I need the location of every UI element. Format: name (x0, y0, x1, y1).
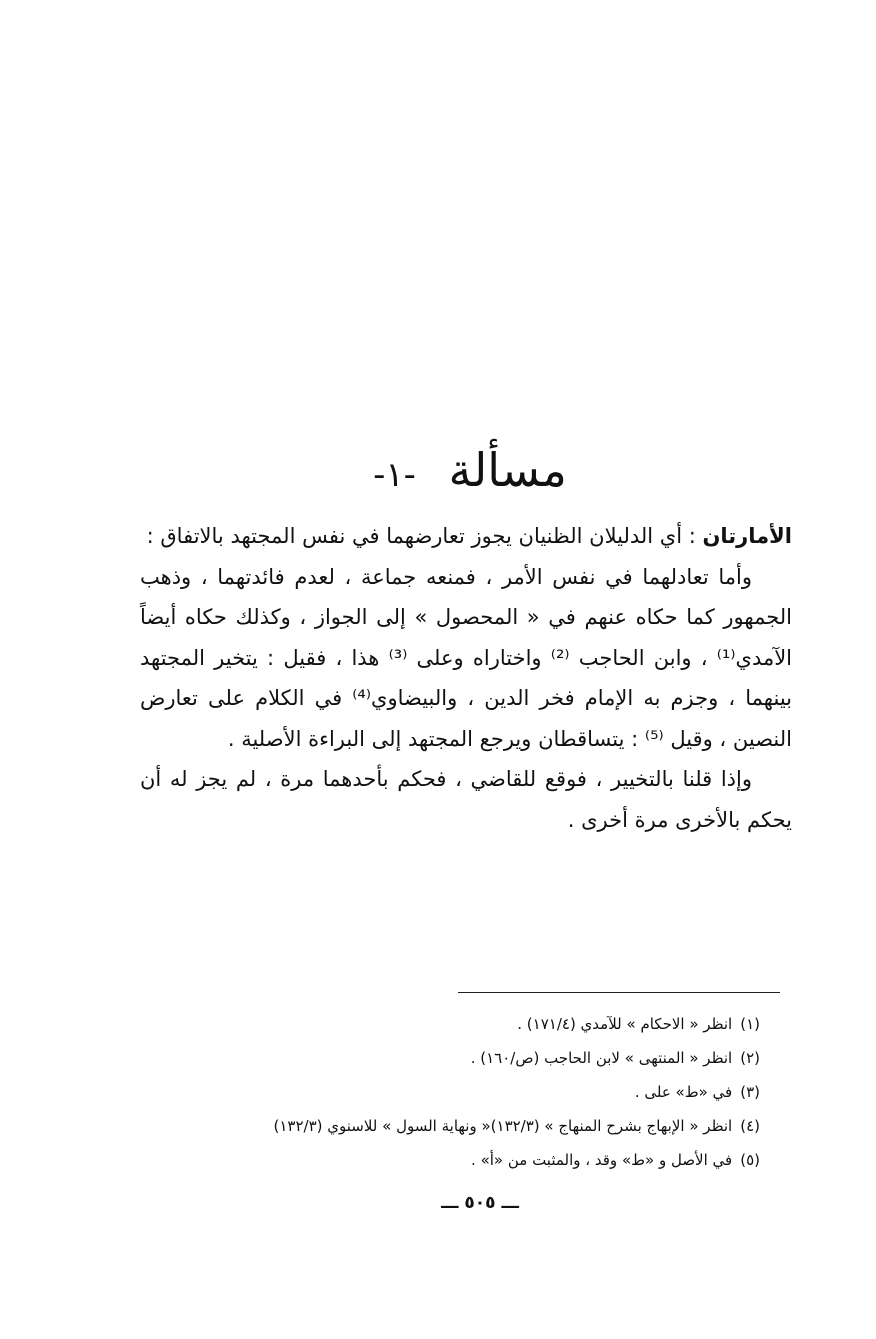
footnote-text: انظر « الاحكام » للآمدي (١٧١/٤) . (517, 1015, 733, 1033)
footnote-2 (140, 1041, 760, 1075)
footnote-text: انظر « الإبهاج بشرح المنهاج » (١٣٢/٣)« ونهاية السول » للاسنوي (١٣٢/٣) (273, 1117, 733, 1135)
heading-number: -١- (373, 455, 416, 495)
heading-title: مسألة (448, 443, 567, 497)
page-number: ـــ ٥٠٥ ـــ (441, 1193, 519, 1213)
section-heading (300, 440, 640, 505)
footnotes (140, 1007, 760, 1177)
paragraph-1 (140, 516, 792, 557)
paragraph-1-lead: الأمارتان (702, 524, 792, 548)
footnote-4 (140, 1109, 760, 1143)
paragraph-2: وأما تعادلهما في نفس الأمر ، فمنعه جماعة ، لعدم فائدتهما ، وذهب الجمهور كما حكاه عنهم في « المحصول » إلى الجواز ، وكذلك حكاه أيضاً الآمدي⁽¹⁾ ، وابن الحاجب ⁽²⁾ واختاراه وعلى ⁽³⁾ هذا ، فقيل : يتخير المجتهد بينهما ، وجزم به الإمام فخر الدين ، والبيضاوي⁽⁴⁾ في الكلام على تعارض النصين ، وقيل ⁽⁵⁾ : يتساقطان ويرجع المجتهد إلى البراءة الأصلية . (140, 564, 793, 751)
paragraph-1-rest: : أي الدليلان الظنيان يجوز تعارضهما في نفس المجتهد بالاتفاق : (146, 524, 703, 548)
paragraph-3: وإذا قلنا بالتخيير ، فوقع للقاضي ، فحكم بأحدهما مرة ، لم يجز له أن يحكم بالأخرى مرة أخرى . (140, 767, 792, 832)
footnote-number: (٢) (740, 1049, 760, 1067)
footnote-number: (٥) (740, 1151, 760, 1169)
footnote-number: (١) (740, 1015, 760, 1033)
footnote-text: في «ط» على . (634, 1083, 733, 1101)
footnote-3 (140, 1075, 760, 1109)
footnote-text: انظر « المنتهى » لابن الحاجب (ص/١٦٠) . (470, 1049, 733, 1067)
footnote-number: (٤) (740, 1117, 760, 1135)
footnote-1 (140, 1007, 760, 1041)
footnote-5 (140, 1143, 760, 1177)
footnote-divider (458, 992, 780, 993)
footnote-number: (٣) (740, 1083, 760, 1101)
footnote-text: في الأصل و «ط» وقد ، والمثبت من «أ» . (471, 1151, 733, 1169)
body-text (140, 516, 792, 840)
